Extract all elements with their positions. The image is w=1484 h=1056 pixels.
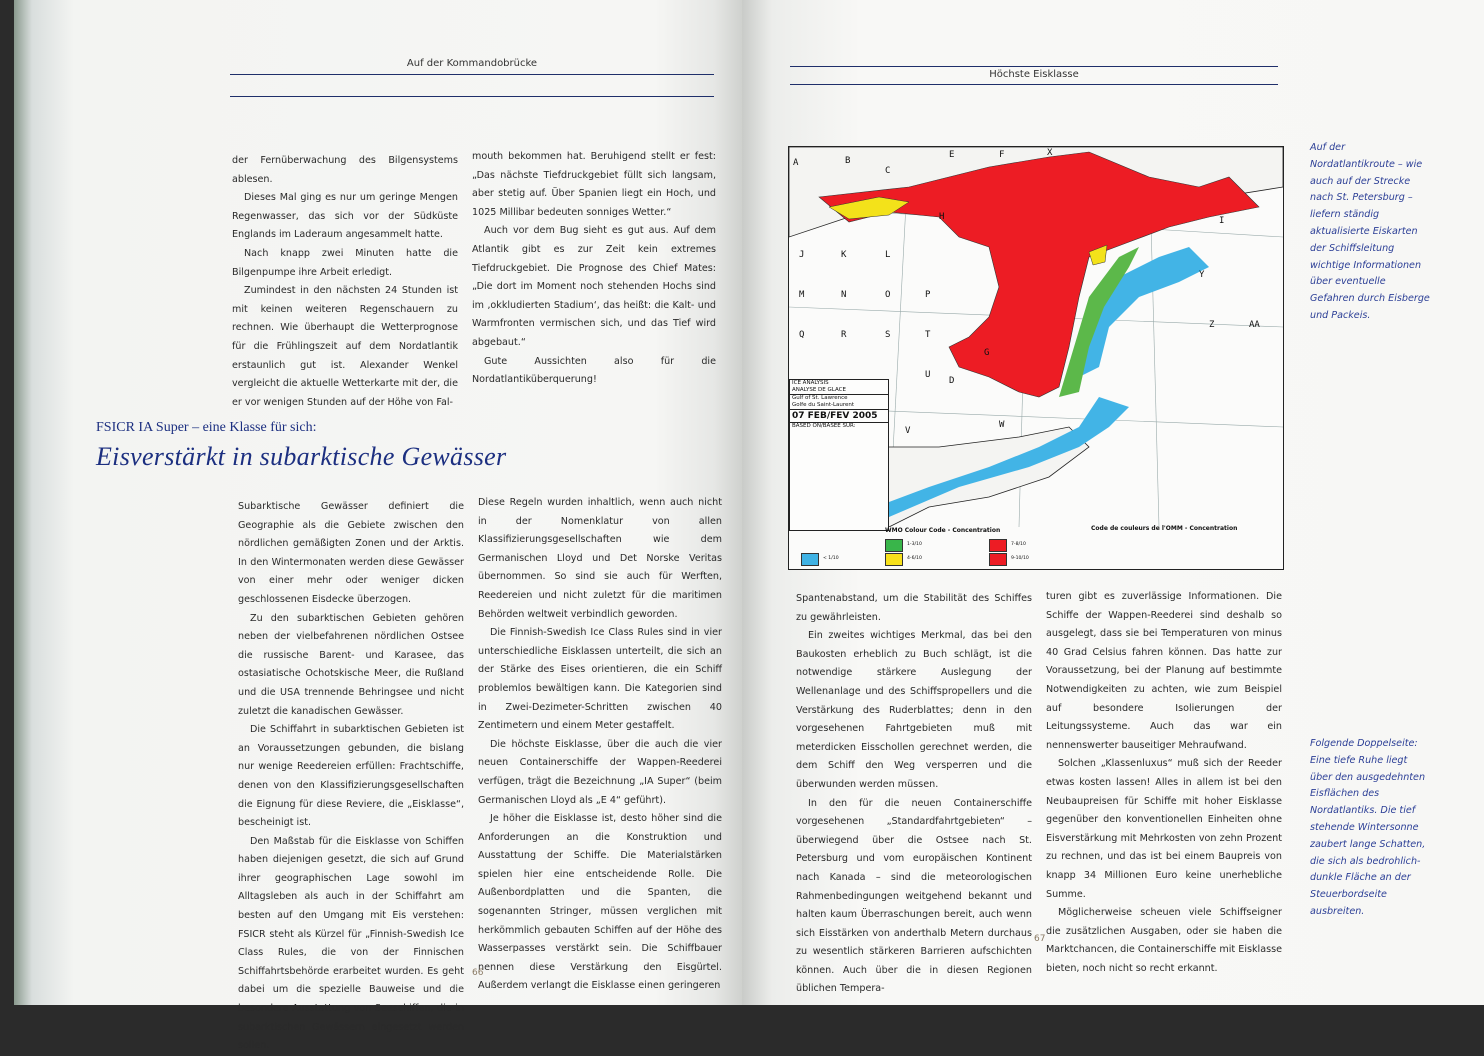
paragraph: Die Schiffahrt in subarktischen Gebieten ist an Voraussetzungen gebunden, die bislang nur wenige Reedereien erfüllen: Frachtschiffe, denen von den Klassifizierungsgesellschaften die Eignung für diese Reviere, die „Eisklasse“, bescheinigt ist. <box>238 724 464 829</box>
panel-title-fr: ANALYSE DE GLACE <box>792 387 846 393</box>
legend-swatch <box>989 553 1007 566</box>
paragraph: Solchen „Klassenluxus“ muß sich der Reeder etwas kosten lassen! Alles in allem ist bei den Neubaupreisen für Schiffe mit hoher Eisklasse gegenüber den konventionellen Einheiten ohne Eisverstärkung mit Mehrkosten von zehn Prozent zu rechnen, und das ist bei einem Baupreis von knapp 34 Millionen Euro keine unerhebliche Summe. <box>1046 758 1282 900</box>
left-running-head: Auf der Kommandobrücke <box>406 58 538 69</box>
left-column-3 <box>238 498 464 1056</box>
panel-based-on: BASED ON/BASEE SUR: <box>790 422 888 430</box>
ice-code-label: T <box>925 330 931 340</box>
paragraph: In den für die neuen Containerschiffe vorgesehenen „Standardfahrtgebieten“ – überwiegend über die Ostsee nach St. Petersburg und vom europäischen Kontinent nach Kanada – sind die meteorologischen Rahmenbedingungen weitgehend bekannt und halten kaum Überraschungen bereit, auch wenn sich Eisstärken von anderthalb Metern durchaus zu wesentlich stärkeren Barrieren aufschichten können. Auch über die in diesen Regionen üblichen Tempera- <box>796 797 1032 995</box>
ice-code-label: K <box>841 250 847 260</box>
paragraph: Die höchste Eisklasse, über die auch die vier neuen Containerschiffe der Wappen-Reederei verfügen, trägt die Bezeichnung „IA Super“ (beim Germanischen Lloyd als „E 4“ geführt). <box>478 738 722 806</box>
ice-code-label: J <box>799 250 805 260</box>
colour-code-legend <box>789 527 1283 569</box>
left-column-1 <box>232 152 458 412</box>
ice-code-label: O <box>885 290 891 300</box>
left-column-4 <box>478 494 722 996</box>
ice-code-label: I <box>1219 216 1225 226</box>
legend-label: 1-3/10 <box>907 542 922 547</box>
paragraph: Je höher die Eisklasse ist, desto höher sind die Anforderungen an die Konstruktion und Ausstattung der Schiffe. Die Materialstärken spielen hier eine entscheidende Rolle. Die Außenbordplatten und die Spanten, die sogenannten Stringer, müssen verglichen mit herkömmlich gebauten Schiffen auf der Höhe des Wasserpasses verstärkt sein. Die Schiffbauer nennen diese Verstärkung den Eisgürtel. Außerdem verlangt die Eisklasse einen geringeren <box>478 813 722 992</box>
ice-code-label: M <box>799 290 805 300</box>
paragraph: der Fernüberwachung des Bilgensystems ablesen. <box>232 155 458 185</box>
ice-code-label: E <box>949 150 955 160</box>
ice-code-label: F <box>999 150 1005 160</box>
right-column-2 <box>1046 588 1282 978</box>
paragraph: Gute Aussichten also für die Nordatlantiküberquerung! <box>472 355 716 386</box>
legend-title-en: WMO Colour Code - Concentration <box>885 527 1001 534</box>
paragraph: Nach knapp zwei Minuten hatte die Bilgenpumpe ihre Arbeit erledigt. <box>232 247 458 278</box>
ice-analysis-panel <box>789 379 889 531</box>
ice-code-label: H <box>939 212 945 222</box>
ice-code-label: Z <box>1209 320 1215 330</box>
legend-label: 4-6/10 <box>907 556 922 561</box>
paragraph: Zu den subarktischen Gebieten gehören neben der vielbefahrenen nördlichen Ostsee die russische Barent- und Karasee, das ostasiatische Ochotskische Meer, die Rußland und die USA trennende Behringsee und nicht zuletzt die kanadischen Gewässer. <box>238 612 464 717</box>
panel-region-en: Gulf of St. Lawrence <box>790 394 888 402</box>
paragraph: Auch vor dem Bug sieht es gut aus. Auf dem Atlantik gibt es zur Zeit kein extremes Tiefdruckgebiet. Die Prognose des Chief Mates: „Die dort im Moment noch stehenden Hochs sind im ‚okkludierten Stadium‘, das heißt: die Kalt- und Warmfronten vermischen sich, und das Tief wird abgebaut.“ <box>472 225 716 348</box>
legend-label: 9-10/10 <box>1011 556 1029 561</box>
right-column-1 <box>796 590 1032 999</box>
panel-title-en: ICE ANALYSIS <box>792 380 829 386</box>
ice-code-label: G <box>984 348 990 358</box>
legend-swatch <box>801 553 819 566</box>
section-kicker: FSICR IA Super – eine Klasse für sich: <box>96 420 317 435</box>
left-folio: 66 <box>472 968 484 978</box>
panel-date: 07 FEB/FEV 2005 <box>790 409 888 422</box>
legend-swatch <box>885 539 903 552</box>
section-title: Eisverstärkt in subarktische Gewässer <box>96 442 507 471</box>
legend-title-fr: Code de couleurs de l'OMM - Concentration <box>1091 525 1238 532</box>
ice-code-label: N <box>841 290 847 300</box>
ice-code-label: P <box>925 290 931 300</box>
ice-code-label: C <box>885 166 891 176</box>
legend-swatch <box>885 553 903 566</box>
ice-code-label: Q <box>799 330 805 340</box>
paragraph: Spantenabstand, um die Stabilität des Schiffes zu gewährleisten. <box>796 593 1032 623</box>
ice-code-label: L <box>885 250 891 260</box>
right-head-rule-bottom <box>790 84 1278 85</box>
right-head-rule-top <box>790 66 1278 67</box>
right-folio: 67 <box>1034 934 1046 944</box>
paragraph: mouth bekommen hat. Beruhigend stellt er fest: „Das nächste Tiefdruckgebiet füllt sich langsam, aber stetig auf. Über Spanien liegt ein Hoch, und 1025 Millibar bedeuten sonniges Wetter.“ <box>472 151 716 218</box>
ice-code-label: D <box>949 376 955 386</box>
legend-swatch <box>989 539 1007 552</box>
ice-code-label: AA <box>1249 320 1260 330</box>
ice-code-label: V <box>905 426 911 436</box>
ice-code-label: X <box>1047 148 1053 158</box>
paragraph: Dieses Mal ging es nur um geringe Mengen Regenwasser, das sich vor der Südküste Englands im Laderaum angesammelt hatte. <box>232 192 458 241</box>
paragraph: Möglicherweise scheuen viele Schiffseigner die zusätzlichen Ausgaben, oder sie haben die Marktchancen, die Containerschiffe mit Eisklasse bieten, noch nicht so recht erkannt. <box>1046 907 1282 974</box>
ice-chart-figure <box>788 146 1284 570</box>
paragraph: Subarktische Gewässer definiert die Geographie als die Gebiete zwischen den nördlichen gemäßigten Zonen und der Arktis. In den Wintermonaten werden diese Gewässer von einer mehr oder weniger dicken geschlossenen Eisdecke überzogen. <box>238 501 464 605</box>
ice-code-label: B <box>845 156 851 166</box>
ice-code-label: A <box>793 158 799 168</box>
left-head-rule-top <box>230 74 714 75</box>
ice-code-label: W <box>999 420 1005 430</box>
paragraph: Ein zweites wichtiges Merkmal, das bei den Baukosten erheblich zu Buch schlägt, ist die notwendige stärkere Auslegung der Wellenanlage und des Schiffspropellers und die Verstärkung des Ruderblattes; denn in den vorgesehenen Fahrtgebieten muß mit meterdicken Eisschollen gerechnet werden, die dem Schiff den Weg versperren und die überwunden werden müssen. <box>796 630 1032 790</box>
legend-label: 7-8/10 <box>1011 542 1026 547</box>
paragraph: Diese Regeln wurden inhaltlich, wenn auch nicht in der Nomenklatur von allen Klassifizierungsgesellschaften wie dem Germanischen Lloyd und Det Norske Veritas übernommen. So sind sie auch für Werften, Reedereien und nicht zuletzt für die maritimen Behörden weltweit verbindlich geworden. <box>478 497 722 620</box>
left-head-rule-bottom <box>230 96 714 97</box>
ice-code-label: Y <box>1199 270 1205 280</box>
ice-code-label: S <box>885 330 891 340</box>
paragraph: Die Finnish-Swedish Ice Class Rules sind in vier unterschiedliche Eisklassen unterteilt, die sich an der Stärke des Eises orientieren, die ein Schiff problemlos bewältigen kann. Die Kategorien sind in Zwei-Dezimeter-Schritten zwischen 40 Zentimetern und einem Meter gestaffelt. <box>478 627 722 732</box>
legend-label: < 1/10 <box>823 556 839 561</box>
ice-code-label: R <box>841 330 847 340</box>
caption-bottom: Folgende Doppelseite: Eine tiefe Ruhe liegt über den ausgedehnten Eisflächen des Nordatlantiks. Die tief stehende Wintersonne zaubert lange Schatten, die sich als bedrohlich-dunkle Fläche an der Steuerbordseite ausbreiten. <box>1310 738 1426 917</box>
paragraph: turen gibt es zuverlässige Informationen. Die Schiffe der Wappen-Reederei sind deshalb so ausgelegt, dass sie bei Temperaturen von minus 40 Grad Celsius fahren können. Das hatte zur Voraussetzung, bei der Planung auf bestimmte Notwendigkeiten zu achten, wie zum Beispiel auf besondere Isolierungen der Leitungssysteme. Auch das war ein nennenswerter bauseitiger Mehraufwand. <box>1046 591 1282 751</box>
paragraph: Zumindest in den nächsten 24 Stunden ist mit keinen weiteren Regenschauern zu rechnen. Wie überhaupt die Wetterprognose für die Frühlingszeit auf dem Nordatlantik erstaunlich gut ist. Alexander Wenkel vergleicht die aktuelle Wetterkarte mit der, die er vor wenigen Stunden auf der Höhe von Fal- <box>232 285 458 408</box>
right-running-head: Höchste Eisklasse <box>989 69 1079 80</box>
caption-top: Auf der Nordatlantikroute – wie auch auf der Strecke nach St. Petersburg – liefern ständig aktualisierte Eiskarten der Schiffsleitung wichtige Informationen über eventuelle Gefahren durch Eisberge und Packeis. <box>1310 142 1430 321</box>
paragraph: Den Maßstab für die Eisklasse von Schiffen haben diejenigen gesetzt, die sich auf Grund ihrer geographischen Lage sowohl im Alltagsleben als auch in der Schiffahrt am besten auf den Umgang mit Eis verstehen: FSICR steht als Kürzel für „Finnish-Swedish Ice Class Rules, die von der Finnischen Schiffahrtsbehörde erarbeitet wurden. Es geht dabei um die spezielle Bauweise und die besondere Ausstattung von Seeschiffen, die in subarktischen Gewässern eingesetzt werden sollen. <box>238 835 464 1052</box>
panel-region-fr: Golfe du Saint-Laurent <box>792 402 855 408</box>
left-column-2 <box>472 148 716 390</box>
ice-code-label: U <box>925 370 931 380</box>
